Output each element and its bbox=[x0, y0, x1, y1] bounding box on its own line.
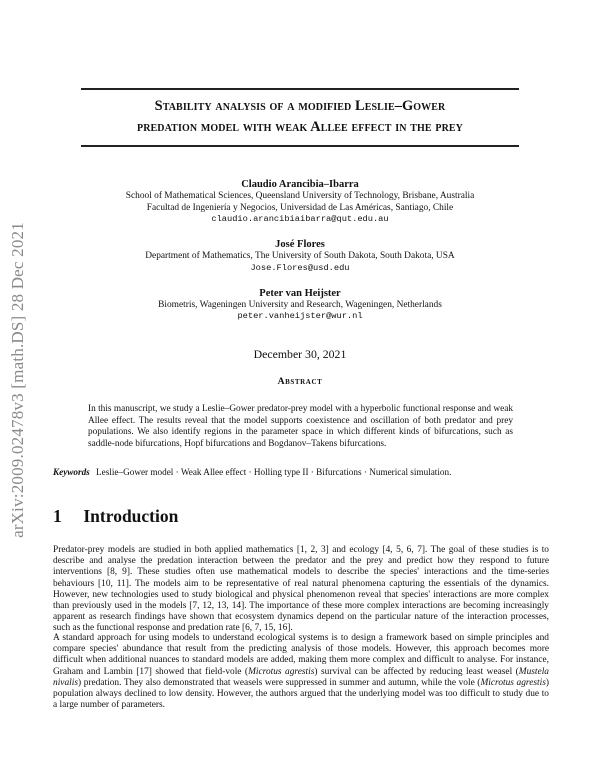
paragraph-text: ) predation. They also demonstrated that weasels were suppressed in summer and autumn, while the vole ( bbox=[78, 677, 481, 688]
author-affiliation: Department of Mathematics, The University of South Dakota, South Dakota, USA bbox=[145, 251, 455, 261]
author-3 bbox=[81, 287, 519, 323]
paragraph-text: ) population always declined to low density. However, the authors argued that the underlying model was too difficult to study due to a large number of parameters. bbox=[53, 677, 549, 711]
author-email[interactable]: claudio.arancibiaibarra@qut.edu.au bbox=[211, 214, 389, 224]
paragraph-text: ) survival can be affected by reducing least weasel ( bbox=[314, 666, 519, 677]
author-name: José Flores bbox=[275, 239, 325, 250]
author-affiliation: School of Mathematical Sciences, Queensland University of Technology, Brisbane, Australia bbox=[125, 191, 475, 201]
section-number: 1 bbox=[53, 506, 62, 526]
author-2 bbox=[81, 238, 519, 274]
author-affiliation: Biometris, Wageningen University and Research, Wageningen, Netherlands bbox=[158, 299, 442, 310]
abstract-heading: Abstract bbox=[277, 376, 323, 387]
arxiv-stamp: arXiv:2009.02478v3 [math.DS] 28 Dec 2021 bbox=[8, 222, 27, 538]
author-block bbox=[81, 178, 519, 335]
species-name: Microtus agrestis bbox=[248, 666, 315, 677]
intro-paragraph-1: Predator-prey models are studied in both applied mathematics [1, 2, 3] and ecology [4, 5, 6, 7]. The goal of these studies is to describe and analyse the predation interaction between the predator and the prey and predict how they respond to future interventions [8, 9]. These studies often use mathematical models to describe the species' interactions and the time-series behaviours [10, 11]. The models aim to be representative of real natural phenomena capturing the essentials of the dynamics. However, new technologies used to study biological and physical phenomenon reveal that species' interactions are more complex than previously used in the models [7, 12, 13, 14]. The importance of these more complex interactions are becoming increasingly apparent as research findings have shown that ecosystem dynamics depend on the particular nature of the interaction processes, such as the functional response and predation rate [6, 7, 15, 16]. bbox=[53, 545, 549, 634]
author-1 bbox=[81, 178, 519, 225]
section-heading bbox=[53, 506, 178, 527]
keywords-label: Keywords bbox=[53, 467, 90, 477]
intro-paragraph-2 bbox=[53, 633, 549, 711]
author-name: Claudio Arancibia–Ibarra bbox=[241, 179, 359, 190]
keywords-line bbox=[53, 467, 553, 478]
paper-title bbox=[81, 96, 519, 138]
species-name: Mustela nivalis bbox=[53, 666, 549, 688]
title-rule-top bbox=[81, 88, 519, 90]
title-line-1: Stability analysis of a modified Leslie–Gower bbox=[154, 98, 446, 114]
paragraph-text: A standard approach for using models to understand ecological systems is to design a framework based on simple principles and compare species' abundance that result from the predicting analysis of those models. However, this approach becomes more difficult when additional nuances to standard models are added, making them more complex and difficult to analyse. For instance, Graham and Lambin [17] showed that field-vole ( bbox=[53, 633, 549, 677]
author-email[interactable]: Jose.Flores@usd.edu bbox=[250, 262, 350, 273]
author-email[interactable]: peter.vanheijster@wur.nl bbox=[237, 311, 363, 321]
keywords-list: Leslie–Gower model · Weak Allee effect · Holling type II · Bifurcations · Numerical simulation. bbox=[96, 467, 452, 477]
title-line-2: predation model with weak Allee effect in the prey bbox=[136, 119, 463, 135]
section-title: Introduction bbox=[83, 506, 179, 526]
title-rule-bottom bbox=[81, 145, 519, 147]
author-affiliation: Facultad de Ingeniería y Negocios, Universidad de Las Américas, Santiago, Chile bbox=[146, 202, 454, 213]
abstract-text: In this manuscript, we study a Leslie–Gower predator-prey model with a hyperbolic functional response and weak Allee effect. The results reveal that the model supports coexistence and oscillation of both predator and prey populations. We also identify regions in the parameter space in which different kinds of bifurcations, such as saddle-node bifurcations, Hopf bifurcations and Bogdanov–Takens bifurcations. bbox=[88, 404, 513, 449]
publication-date: December 30, 2021 bbox=[253, 347, 347, 361]
author-name: Peter van Heijster bbox=[259, 287, 341, 299]
species-name: Microtus agrestis bbox=[480, 677, 546, 688]
